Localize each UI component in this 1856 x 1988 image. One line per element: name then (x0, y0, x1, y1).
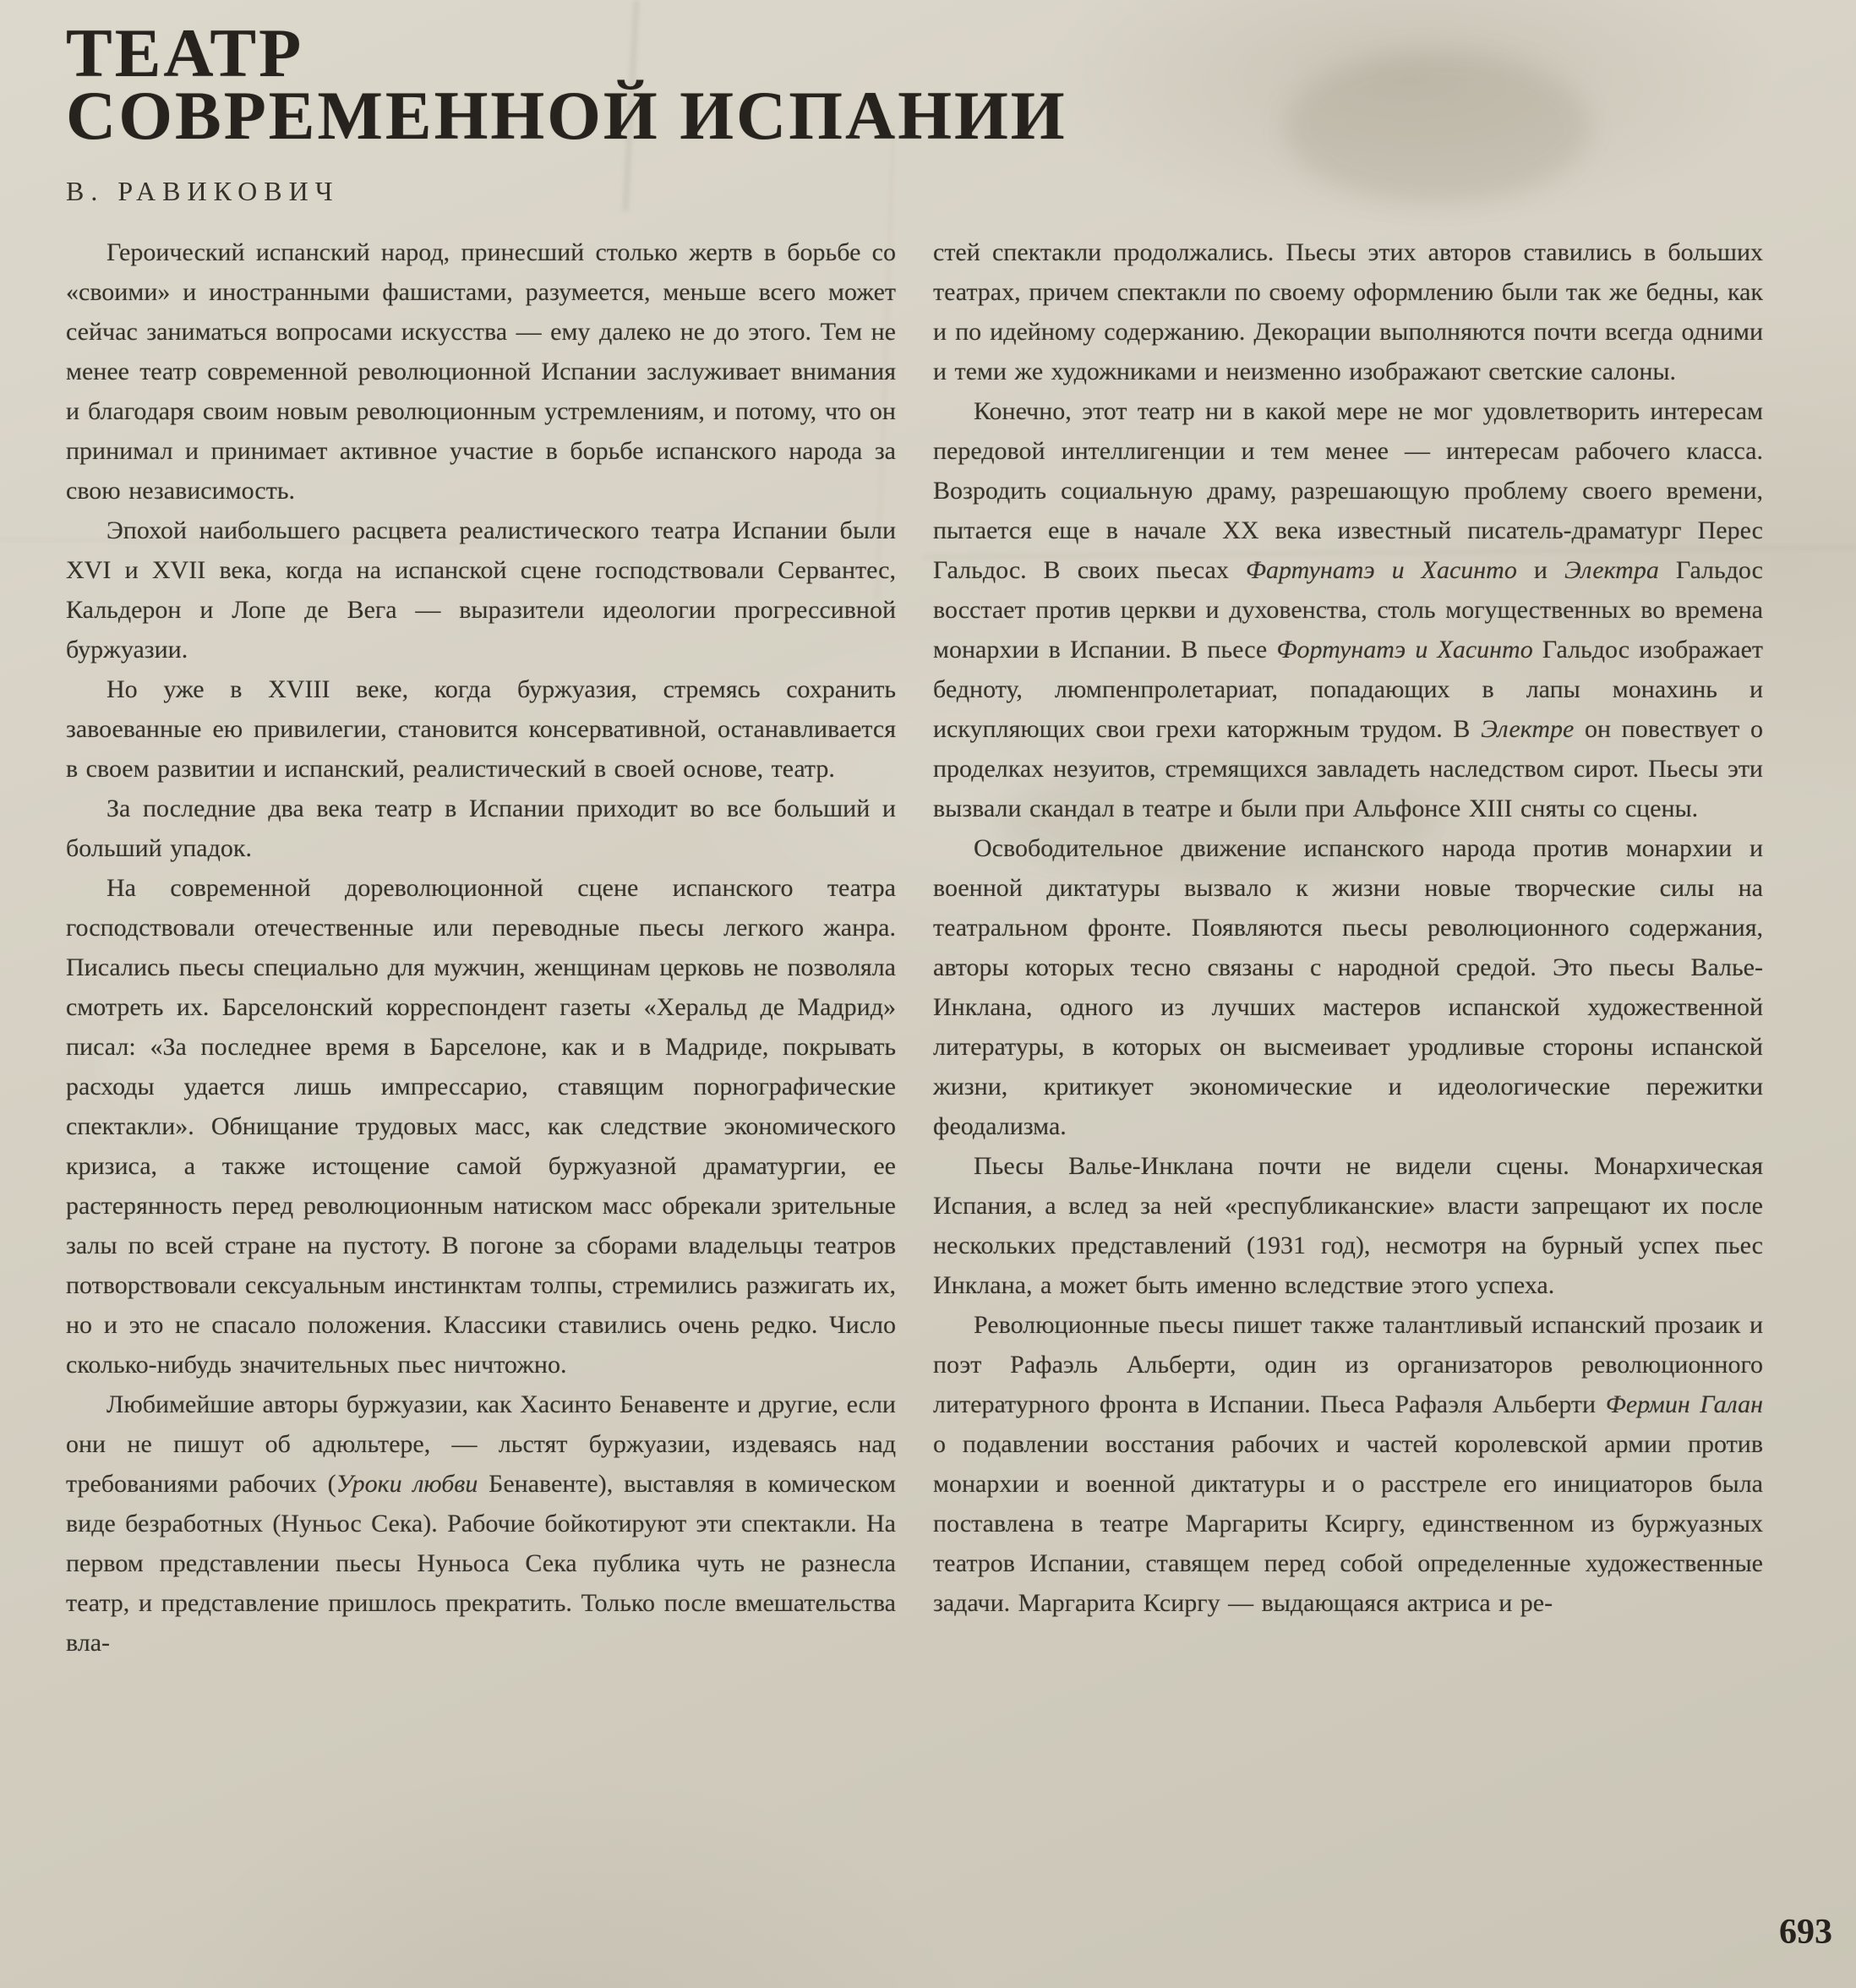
paragraph-text: За последние два века театр в Испании приходит во все больший и больший упадок. (66, 795, 896, 862)
paragraph (66, 789, 896, 868)
paragraph-text: Гальдос восстает против церкви и духовенства, столь могущественных во времена монархии в Испании. В пьесе (933, 556, 1763, 664)
play-title-italic: Электра (1564, 556, 1659, 584)
paragraph (66, 232, 896, 511)
play-title-italic: Фермин Галан (1605, 1390, 1763, 1418)
paragraph-text: Но уже в XVIII веке, когда буржуазия, стремясь сохранить завоеванные ею привилегии, становится консервативной, останавливается в своем развитии и испанский, реалистический в своей основе, театр. (66, 675, 896, 783)
play-title-italic: Фартунатэ и Хасинто (1245, 556, 1517, 584)
paragraph-text: Героический испанский народ, принесший столько жертв в борьбе со «своими» и иностранными фашистами, разумеется, меньше всего может сейчас заниматься вопросами искусства — ему далеко не до этого. Тем не менее театр современной революционной Испании заслуживает внимания и благодаря своим новым революционным устремлениям, и потому, что он принимал и принимает активное участие в борьбе испанского народа за свою независимость. (66, 238, 896, 505)
paragraph-text: Эпохой наибольшего расцвета реалистического театра Испании были XVI и XVII века, когда на испанской сцене господствовали Сервантес, Кальдерон и Лопе де Вега — выразители идеологии прогрессивной буржуазии. (66, 516, 896, 664)
left-column (66, 232, 896, 1663)
play-title-italic: Фортунатэ и Хасинто (1276, 636, 1533, 664)
paragraph (66, 1384, 896, 1663)
paragraph (66, 669, 896, 789)
paragraph (933, 828, 1763, 1146)
paragraph-text: Революционные пьесы пишет также талантливый испанский прозаик и поэт Рафаэль Альберти, один из организаторов революционного литературного фронта в Испании. Пьеса Рафаэля Альберти (933, 1311, 1763, 1418)
paragraph (933, 1305, 1763, 1623)
paragraph-text: о подавлении восстания рабочих и частей королевской армии против монархии и военной диктатуры и о расстреле его инициаторов была поставлена в театре Маргариты Ксиргу, единственном из буржуазных театров Испании, ставящем перед собой определенные художественные задачи. Маргарита Ксиргу — выдающаяся актриса и ре- (933, 1430, 1763, 1617)
right-column (933, 232, 1763, 1663)
paragraph (933, 232, 1763, 391)
article-body (66, 232, 1763, 1663)
article-title-line1: ТЕАТР (66, 14, 304, 91)
paragraph (66, 511, 896, 669)
play-title-italic: Электре (1481, 715, 1575, 743)
play-title-italic: Уроки любви (336, 1470, 478, 1498)
paragraph-text: Гальдос изображает бедноту, люмпенпролетариат, попадающих в лапы монахинь и искупляющих свои грехи каторжным трудом. В (933, 636, 1764, 743)
article-title-line2: СОВРЕМЕННОЙ ИСПАНИИ (66, 77, 1067, 154)
paragraph-text: он повествует о проделках незуитов, стремящихся завладеть наследством сирот. Пьесы эти вызвали скандал в театре и были при Альфонсе XIII сняты со сцены. (933, 715, 1763, 822)
paragraph-text: стей спектакли продолжались. Пьесы этих авторов ставились в больших театрах, причем спектакли по своему оформлению были так же бедны, как и по идейному содержанию. Декорации выполняются почти всегда одними и теми же художниками и неизменно изображают светские салоны. (933, 238, 1763, 385)
paragraph-text: Освободительное движение испанского народа против монархии и военной диктатуры вызвало к жизни новые творческие силы на театральном фронте. Появляются пьесы революционного содержания, авторы которых тесно связаны с народной средой. Это пьесы Валье-Инклана, одного из лучших мастеров испанской художественной литературы, в которых он высмеивает уродливые стороны испанской жизни, критикует экономические и идеологические пережитки феодализма. (933, 834, 1763, 1140)
paragraph-text: и (1516, 556, 1564, 584)
paragraph (66, 868, 896, 1384)
paragraph-text: Конечно, этот театр ни в какой мере не мог удовлетворить интересам передовой интеллигенции и тем менее — интересам рабочего класса. Возродить социальную драму, разрешающую проблему своего времени, пытается еще в начале XX века известный писатель-драматург Перес Гальдос. В своих пьесах (933, 397, 1763, 584)
paragraph-text: Бенавенте), выставляя в комическом виде безработных (Нуньос Сека). Рабочие бойкотируют эти спектакли. На первом представлении пьесы Нуньоса Сека публика чуть не разнесла театр, и представление пришлось прекратить. Только после вмешательства вла- (66, 1470, 896, 1657)
paragraph-text: Любимейшие авторы буржуазии, как Хасинто Бенавенте и другие, если они не пишут об адюльтере, — льстят буржуазии, издеваясь над требованиями рабочих ( (66, 1390, 896, 1498)
article-title (66, 14, 1763, 154)
paragraph (933, 391, 1763, 828)
article-author: В. РАВИКОВИЧ (66, 176, 340, 206)
page-number: 693 (1779, 1913, 1832, 1952)
paragraph-text: На современной дореволюционной сцене испанского театра господствовали отечественные или переводные пьесы легкого жанра. Писались пьесы специально для мужчин, женщинам церковь не позволяла смотреть их. Барселонский корреспондент газеты «Херальд де Мадрид» писал: «За последнее время в Барселоне, как и в Мадриде, покрывать расходы удается лишь импрессарио, ставящим порнографические спектакли». Обнищание трудовых масс, как следствие экономического кризиса, а также истощение самой буржуазной драматургии, ее растерянность перед революционным натиском масс обрекали зрительные залы по всей стране на пустоту. В погоне за сборами владельцы театров потворствовали сексуальным инстинктам толпы, стремились разжигать их, но и это не спасало положения. Классики ставились очень редко. Число сколько-нибудь значительных пьес ничтожно. (66, 874, 896, 1379)
paragraph (933, 1146, 1763, 1305)
paragraph-text: Пьесы Валье-Инклана почти не видели сцены. Монархическая Испания, а вслед за ней «республиканские» власти запрещают их после нескольких представлений (1931 год), несмотря на бурный успех пьес Инклана, а может быть именно вследствие этого успеха. (933, 1152, 1763, 1299)
